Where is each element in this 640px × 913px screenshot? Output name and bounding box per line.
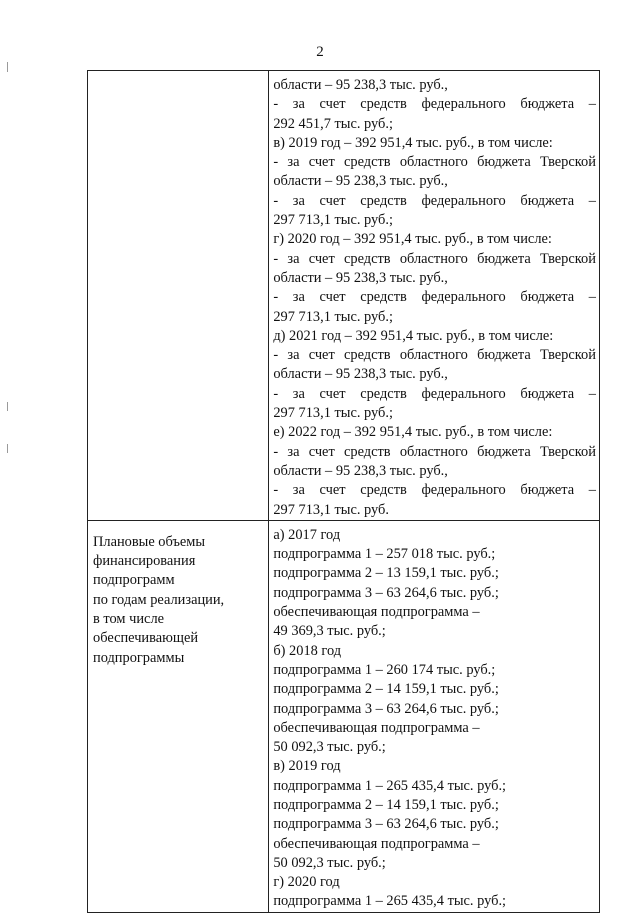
row-value-cell (269, 520, 600, 912)
list-item: подпрограмма 3 – 63 264,6 тыс. руб.; (273, 816, 499, 833)
list-item: подпрограмма 1 – 265 435,4 тыс. руб.; (273, 893, 507, 910)
row-label (88, 71, 268, 83)
list-item: - за счет средств федерального бюджета – (273, 289, 596, 306)
list-item: подпрограмма 3 – 63 264,6 тыс. руб.; (273, 584, 499, 601)
list-item: а) 2017 год (273, 526, 341, 543)
list-item: подпрограмма 2 – 13 159,1 тыс. руб.; (273, 565, 499, 582)
list-item: - за счет средств федерального бюджета – (273, 96, 596, 113)
row-label-line: в том числе (93, 611, 165, 628)
list-item: 297 713,1 тыс. руб.; (273, 308, 393, 325)
list-item: д) 2021 год – 392 951,4 тыс. руб., в том числе: (273, 327, 554, 344)
list-item: - за счет средств областного бюджета Тверской (273, 443, 596, 460)
list-item: 297 713,1 тыс. руб. (273, 501, 389, 518)
list-item: - за счет средств областного бюджета Тверской (273, 250, 596, 267)
list-item: в) 2019 год (273, 758, 341, 775)
list-item: подпрограмма 3 – 63 264,6 тыс. руб.; (273, 700, 499, 717)
list-item: 50 092,3 тыс. руб.; (273, 854, 386, 871)
scan-margin-mark (7, 402, 8, 411)
list-item: - за счет средств областного бюджета Тверской (273, 154, 596, 171)
row-label-cell (88, 71, 269, 521)
scan-margin-mark (7, 62, 8, 72)
list-item: подпрограмма 2 – 14 159,1 тыс. руб.; (273, 796, 499, 813)
page-number: 2 (316, 44, 324, 60)
list-item: - за счет средств федерального бюджета – (273, 385, 596, 402)
row-label-line: финансирования (93, 553, 196, 570)
list-item: - за счет средств областного бюджета Тверской (273, 347, 596, 364)
list-item: области – 95 238,3 тыс. руб., (273, 462, 448, 479)
list-item: обеспечивающая подпрограмма – (273, 835, 480, 852)
table-row (88, 520, 600, 912)
list-item: г) 2020 год (273, 874, 340, 891)
list-item: 297 713,1 тыс. руб.; (273, 212, 393, 229)
list-item: г) 2020 год – 392 951,4 тыс. руб., в том числе: (273, 231, 552, 248)
financing-table (87, 70, 600, 913)
list-item: 49 369,3 тыс. руб.; (273, 623, 386, 640)
list-item: области – 95 238,3 тыс. руб., (273, 269, 448, 286)
list-item: 297 713,1 тыс. руб.; (273, 405, 393, 422)
funding-by-source-list (269, 71, 599, 520)
list-item: е) 2022 год – 392 951,4 тыс. руб., в том числе: (273, 424, 553, 441)
list-item: подпрограмма 1 – 265 435,4 тыс. руб.; (273, 777, 507, 794)
scan-margin-mark (7, 444, 8, 453)
list-item: подпрограмма 1 – 260 174 тыс. руб.; (273, 661, 496, 678)
list-item: - за счет средств федерального бюджета – (273, 192, 596, 209)
list-item: обеспечивающая подпрограмма – (273, 604, 480, 621)
row-label-line: подпрограммы (93, 649, 185, 666)
list-item: в) 2019 год – 392 951,4 тыс. руб., в том числе: (273, 134, 553, 151)
list-item: области – 95 238,3 тыс. руб., (273, 366, 448, 383)
table-row (88, 71, 600, 521)
list-item: б) 2018 год (273, 642, 342, 659)
list-item: подпрограмма 1 – 257 018 тыс. руб.; (273, 546, 496, 563)
list-item: области – 95 238,3 тыс. руб., (273, 77, 448, 93)
list-item: подпрограмма 2 – 14 159,1 тыс. руб.; (273, 681, 499, 698)
list-item: обеспечивающая подпрограмма – (273, 719, 480, 736)
subprogram-funding-list (269, 521, 599, 912)
row-label-line: по годам реализации, (93, 591, 225, 608)
list-item: 292 451,7 тыс. руб.; (273, 115, 393, 132)
list-item: 50 092,3 тыс. руб.; (273, 739, 386, 756)
row-value-cell (269, 71, 600, 521)
row-label-line: подпрограмм (93, 572, 175, 589)
list-item: - за счет средств федерального бюджета – (273, 482, 596, 499)
row-label-line: обеспечивающей (93, 630, 199, 647)
row-label-cell (88, 520, 269, 912)
row-label-line: Плановые объемы (93, 533, 206, 550)
row-label (88, 521, 268, 668)
list-item: области – 95 238,3 тыс. руб., (273, 173, 448, 190)
